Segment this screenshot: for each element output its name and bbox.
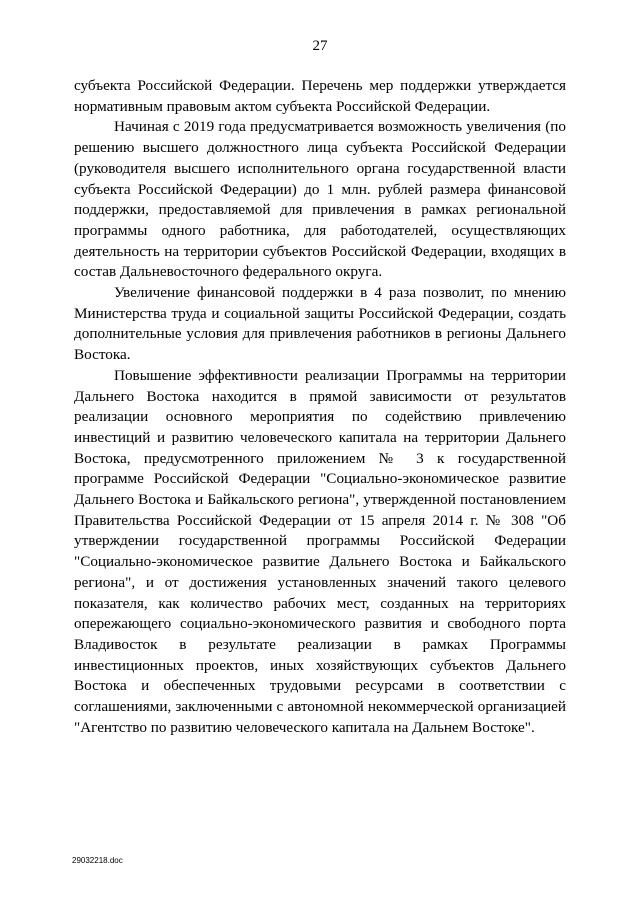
document-body	[74, 76, 566, 739]
paragraph-1: субъекта Российской Федерации. Перечень мер поддержки утверждается нормативным правовым актом субъекта Российской Федерации.	[74, 77, 566, 115]
document-file-name: 29032218.doc	[72, 856, 123, 865]
paragraph-4: Повышение эффективности реализации Программы на территории Дальнего Востока находится в прямой зависимости от результатов реализации основного мероприятия по содействию привлечению инвестиций и развитию человеческого капитала на территории Дальнего Востока, предусмотренного приложением № 3 к государственной программе Российской Федерации "Социально-экономическое развитие Дальнего Востока и Байкальского региона", утвержденной постановлением Правительства Российской Федерации от 15 апреля 2014 г. № 308 "Об утверждении государственной программы Российской Федерации "Социально-экономическое развитие Дальнего Востока и Байкальского региона", и от достижения установленных значений такого целевого показателя, как количество рабочих мест, созданных на территориях опережающего социально-экономического развития и свободного порта Владивосток в результате реализации в рамках Программы инвестиционных проектов, иных хозяйствующих субъектов Дальнего Востока и обеспеченных трудовыми ресурсами в соответствии с соглашениями, заключенными с автономной некоммерческой организацией "Агентство по развитию человеческого капитала на Дальнем Востоке".	[74, 366, 566, 736]
page-number: 27	[312, 38, 328, 54]
paragraph-3: Увеличение финансовой поддержки в 4 раза позволит, по мнению Министерства труда и социальной защиты Российской Федерации, создать дополнительные условия для привлечения работников в регионы Дальнего Востока.	[74, 284, 566, 364]
paragraph-2: Начиная с 2019 года предусматривается возможность увеличения (по решению высшего должностного лица субъекта Российской Федерации (руководителя высшего исполнительного органа государственной власти субъекта Российской Федерации) до 1 млн. рублей размера финансовой поддержки, предоставляемой для привлечения в рамках региональной программы одного работника, для работодателей, осуществляющих деятельность на территории субъектов Российской Федерации, входящих в состав Дальневосточного федерального округа.	[74, 118, 566, 281]
